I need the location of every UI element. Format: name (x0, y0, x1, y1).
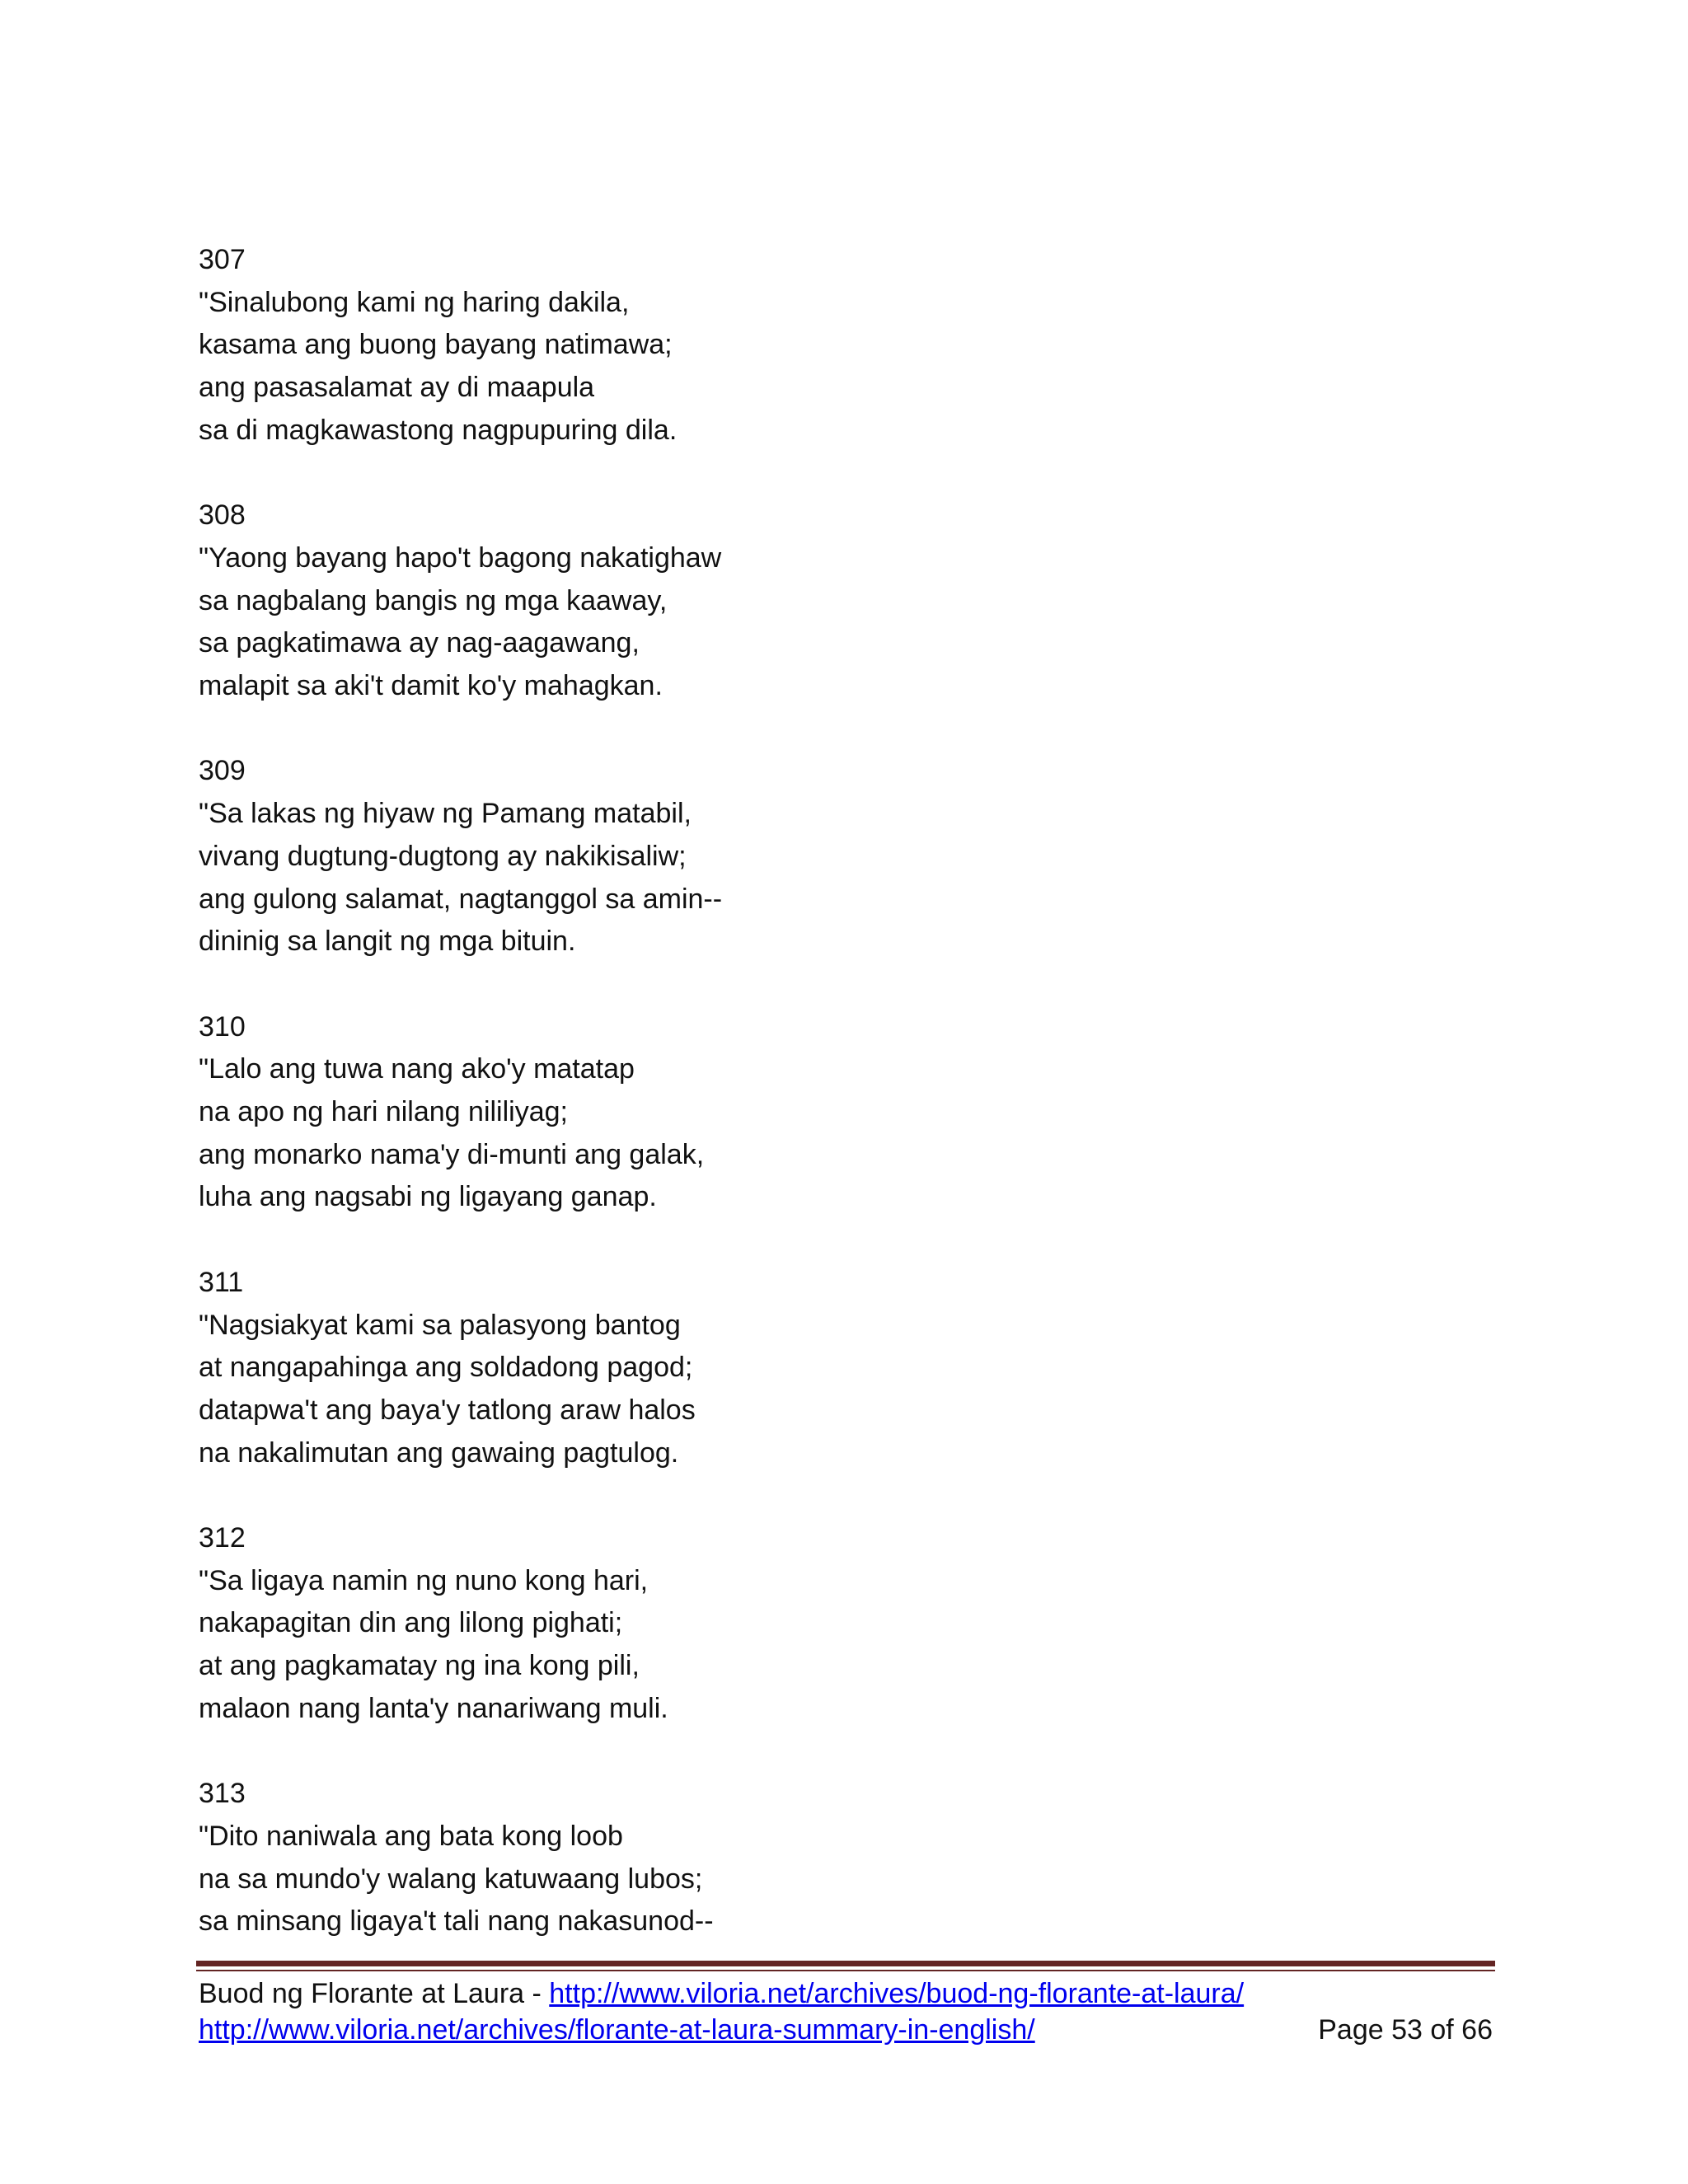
verse-line: na nakalimutan ang gawaing pagtulog. (199, 1436, 679, 1469)
stanza-number: 307 (199, 244, 246, 275)
verse-line: sa nagbalang bangis ng mga kaaway, (199, 584, 668, 616)
stanza-310 (199, 1006, 1435, 1220)
verse-line: "Sa lakas ng hiyaw ng Pamang matabil, (199, 798, 692, 830)
footer-link-tagalog[interactable]: http://www.viloria.net/archives/buod-ng-florante-at-laura/ (549, 1978, 1245, 2009)
verse-line: "Sa ligaya namin ng nuno kong hari, (199, 1564, 649, 1596)
verse-line: "Dito naniwala ang bata kong loob (199, 1820, 623, 1852)
poem-body (199, 239, 1435, 1943)
verse-line: kasama ang buong bayang natimawa; (199, 329, 673, 361)
verse-line: na sa mundo'y walang katuwaang lubos; (199, 1863, 703, 1895)
footer-line-1 (199, 1975, 1493, 2012)
stanza-312 (199, 1517, 1435, 1731)
stanza-309 (199, 750, 1435, 963)
verse-line: vivang dugtung-dugtong ay nakikisaliw; (199, 840, 687, 872)
stanza-number: 313 (199, 1778, 246, 1810)
verse-line: ang gulong salamat, nagtanggol sa amin-- (199, 883, 723, 915)
stanza-number: 312 (199, 1522, 246, 1554)
stanza-313 (199, 1773, 1435, 1943)
verse-line: luha ang nagsabi ng ligayang ganap. (199, 1181, 657, 1213)
verse-line: at nangapahinga ang soldadong pagod; (199, 1352, 693, 1384)
verse-line: na apo ng hari nilang nililiyag; (199, 1096, 568, 1128)
stanza-number: 310 (199, 1010, 246, 1043)
stanza-number: 311 (199, 1266, 244, 1298)
footer-rule-thick (196, 1961, 1495, 1966)
verse-line: "Sinalubong kami ng haring dakila, (199, 286, 630, 318)
verse-line: dininig sa langit ng mga bituin. (199, 926, 576, 958)
footer-title: Buod ng Florante at Laura - (199, 1978, 550, 2009)
stanza-311 (199, 1262, 1435, 1475)
verse-line: sa pagkatimawa ay nag-aagawang, (199, 627, 640, 659)
footer-link-english[interactable]: http://www.viloria.net/archives/florante-at-laura-summary-in-english/ (199, 2014, 1035, 2046)
verse-line: "Nagsiakyat kami sa palasyong bantog (199, 1309, 681, 1341)
verse-line: malapit sa aki't damit ko'y mahagkan. (199, 670, 663, 702)
page-footer (199, 1975, 1493, 2048)
verse-line: nakapagitan din ang lilong pighati; (199, 1607, 623, 1639)
stanza-307 (199, 239, 1435, 452)
stanza-308 (199, 494, 1435, 708)
page-number: Page 53 of 66 (1318, 2014, 1493, 2046)
verse-line: sa di magkawastong nagpupuring dila. (199, 414, 678, 446)
verse-line: "Yaong bayang hapo't bagong nakatighaw (199, 541, 722, 574)
verse-line: datapwa't ang baya'y tatlong araw halos (199, 1394, 696, 1426)
verse-line: malaon nang lanta'y nanariwang muli. (199, 1692, 668, 1724)
verse-line: sa minsang ligaya't tali nang nakasunod-- (199, 1905, 714, 1938)
verse-line: at ang pagkamatay ng ina kong pili, (199, 1650, 640, 1682)
footer-rule-thin (196, 1970, 1495, 1971)
verse-line: "Lalo ang tuwa nang ako'y matatap (199, 1053, 635, 1085)
verse-line: ang monarko nama'y di-munti ang galak, (199, 1138, 705, 1170)
footer-line-2 (199, 2012, 1493, 2048)
verse-line: ang pasasalamat ay di maapula (199, 372, 595, 404)
stanza-number: 308 (199, 499, 246, 532)
stanza-number: 309 (199, 755, 246, 787)
